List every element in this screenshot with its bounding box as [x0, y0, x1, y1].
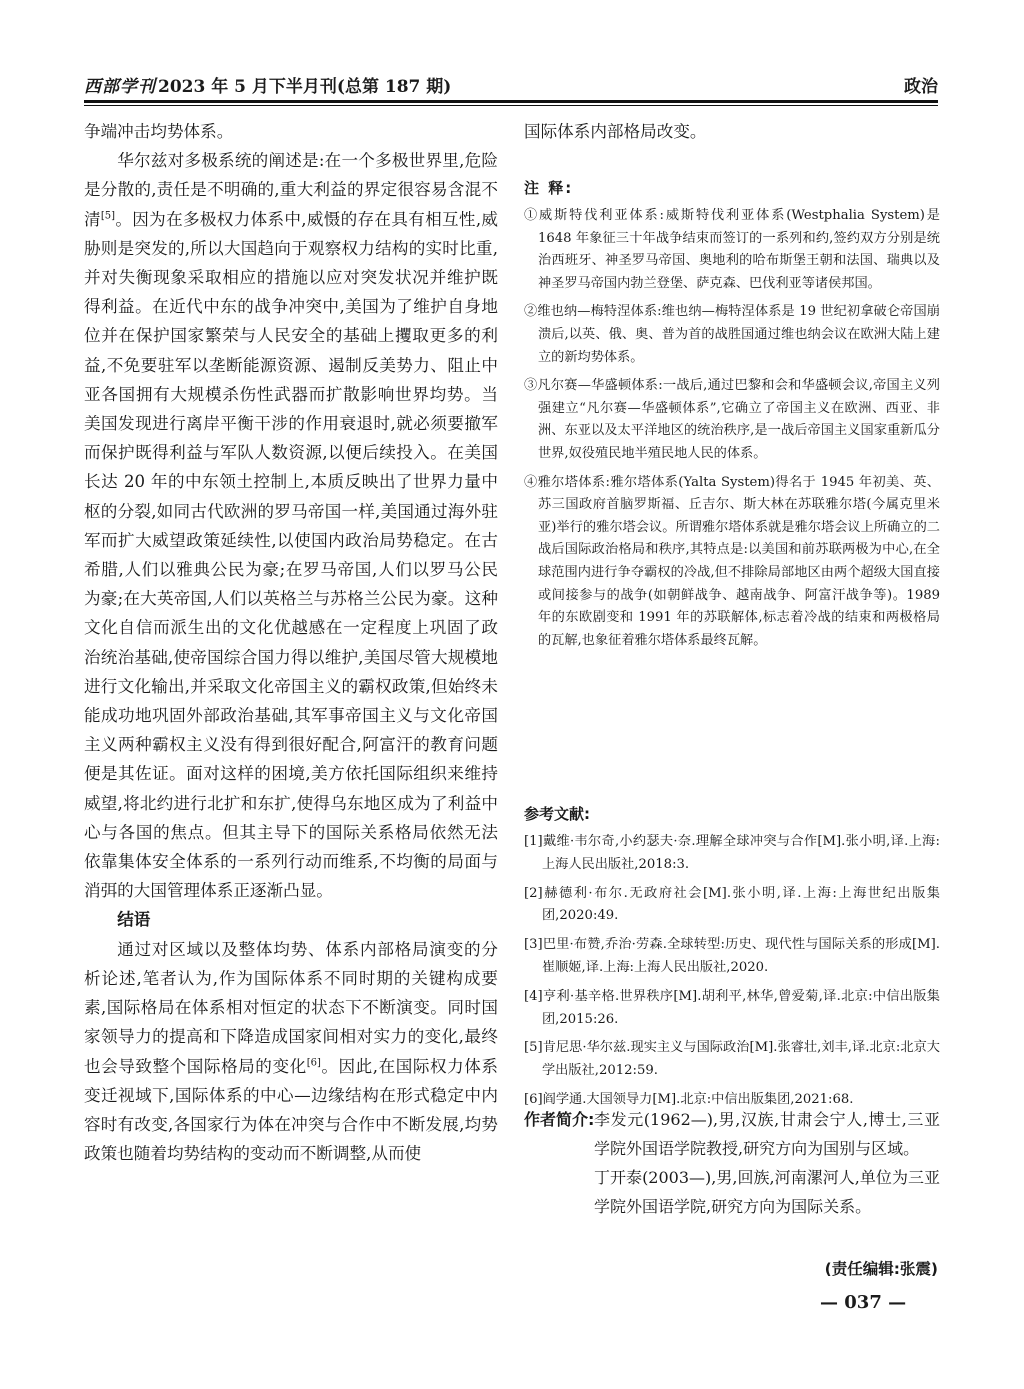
header-rule-thin: [84, 105, 938, 106]
references-title: 参考文献:: [524, 805, 590, 823]
reference-item: [6]阎学通.大国领导力[M].北京:中信出版集团,2021:68.: [524, 1091, 854, 1107]
running-header: [84, 66, 938, 98]
right-column: [524, 117, 940, 1278]
reference-item: [5]肯尼思·华尔兹.现实主义与国际政治[M].张睿壮,刘丰,译.北京:北京大学出版社,2012:59.: [524, 1040, 940, 1079]
author-text: [594, 1105, 940, 1221]
paragraph-2: 华尔兹对多极系统的阐述是:在一个多极世界里,危险是分散的,责任是不明确的,重大利益的界定很容易含混不清[5]。因为在多极权力体系中,威慑的存在具有相互性,威胁则是突发的,所以大国趋向于观察权力结构的实时比重,并对失衡现象采取相应的措施以应对突发状况并维护既得利益。在近代中东的战争冲突中,美国为了维护自身地位并在保护国家繁荣与人民安全的基础上攫取更多的利益,不免要驻军以垄断能源资源、遏制反美势力、阻止中亚各国拥有大规模杀伤性武器而扩散影响世界均势。当美国发现进行离岸平衡干涉的作用衰退时,就必须要撤军而保护既得利益与军队人数资源,以便后续投入。在美国长达 20 年的中东领土控制上,本质反映出了世界力量中枢的分裂,如同古代欧洲的罗马帝国一样,美国通过海外驻军而扩大威望政策延续性,以使国内政治局势稳定。在古希腊,人们以雅典公民为豪;在罗马帝国,人们以罗马公民为豪;在大英帝国,人们以英格兰与苏格兰公民为豪。这种文化自信而派生出的文化优越感在一定程度上巩固了政治统治基础,使帝国综合国力得以维护,美国尽管大规模地进行文化输出,并采取文化帝国主义的霸权政策,但始终未能成功地巩固外部政治基础,其军事帝国主义与文化帝国主义两种霸权主义没有得到很好配合,阿富汗的教育问题便是其佐证。面对这样的困境,美方依托国际组织来维持威望,将北约进行北扩和东扩,使得乌东地区成为了利益中心与各国的焦点。但其主导下的国际关系格局依然无法依靠集体安全体系的一系列行动而维系,不均衡的局面与消弭的大国管理体系正逐渐凸显。: [84, 151, 498, 901]
page-number: — 037 —: [820, 1292, 907, 1313]
reference-item: [2]赫德利·布尔.无政府社会[M].张小明,译.上海:上海世纪出版集团,2020:49.: [524, 885, 940, 924]
author-2: 丁开泰(2003—),男,回族,河南漯河人,单位为三亚学院外国语学院,研究方向为国际关系。: [594, 1168, 940, 1216]
references-list: [524, 831, 940, 1118]
issue-info: 2023 年 5 月下半月刊(总第 187 期): [158, 77, 452, 97]
conclusion-heading: 结语: [117, 909, 151, 930]
header-rule-thick: [84, 100, 938, 103]
author-bio: [524, 1105, 940, 1221]
reference-item: [4]亨利·基辛格.世界秩序[M].胡利平,林华,曾爱菊,译.北京:中信出版集团,2015:26.: [524, 988, 940, 1027]
citation-6: [6]: [306, 1056, 321, 1068]
author-label: 作者简介:: [524, 1110, 595, 1129]
notes-list: [524, 205, 940, 658]
notes-title: 注 释:: [524, 179, 574, 197]
paragraph-1: 争端冲击均势体系。: [84, 122, 234, 141]
note-item: ①威斯特伐利亚体系:威斯特伐利亚体系(Westphalia System)是 1648 年象征三十年战争结束而签订的一系列和约,签约双方分别是统治西班牙、神圣罗马帝国、奥地利的哈布斯堡王朝和法国、瑞典以及神圣罗马帝国内勃兰登堡、萨克森、巴伐利亚等诸侯邦国。: [524, 208, 940, 291]
paragraph-3: 通过对区域以及整体均势、体系内部格局演变的分析论述,笔者认为,作为国际体系不同时期的关键构成要素,国际格局在体系相对恒定的状态下不断演变。同时国家领导力的提高和下降造成国家间相对实力的变化,最终也会导致整个国际格局的变化[6]。因此,在国际权力体系变迁视域下,国际体系的中心—边缘结构在形式稳定中内容时有改变,各国家行为体在冲突与合作中不断发展,均势政策也随着均势结构的变动而不断调整,从而使: [84, 939, 498, 1164]
reference-item: [1]戴维·韦尔奇,小约瑟夫·奈.理解全球冲突与合作[M].张小明,译.上海:上海人民出版社,2018:3.: [524, 834, 940, 872]
section-label: 政治: [904, 77, 938, 97]
left-column: [84, 117, 498, 1168]
reference-item: [3]巴里·布赞,乔治·劳森.全球转型:历史、现代性与国际关系的形成[M].崔顺姬,译.上海:上海人民出版社,2020.: [524, 937, 940, 975]
journal-issue-line: [84, 72, 451, 97]
responsible-editor: (责任编辑:张震): [824, 1260, 938, 1278]
note-item: ③凡尔赛—华盛顿体系:一战后,通过巴黎和会和华盛顿会议,帝国主义列强建立“凡尔赛—华盛顿体系”,它确立了帝国主义在欧洲、西亚、非洲、东亚以及太平洋地区的统治秩序,是一战后帝国主义国家重新瓜分世界,奴役殖民地半殖民地人民的体系。: [524, 378, 940, 461]
journal-logo: 西部学刊: [84, 77, 156, 97]
author-1: 李发元(1962—),男,汉族,甘肃会宁人,博士,三亚学院外国语学院教授,研究方向为国别与区域。: [594, 1110, 940, 1158]
continuation-line: 国际体系内部格局改变。: [524, 122, 707, 141]
note-item: ②维也纳—梅特涅体系:维也纳—梅特涅体系是 19 世纪初拿破仑帝国崩溃后,以英、俄、奥、普为首的战胜国通过维也纳会议在欧洲大陆上建立的新均势体系。: [524, 304, 940, 365]
citation-5: [5]: [100, 210, 116, 222]
note-item: ④雅尔塔体系:雅尔塔体系(Yalta System)得名于 1945 年初美、英、苏三国政府首脑罗斯福、丘吉尔、斯大林在苏联雅尔塔(今属克里米亚)举行的雅尔塔会议。所谓雅尔塔体系就是雅尔塔会议上所确立的二战后国际政治格局和秩序,其特点是:以美国和前苏联两极为中心,在全球范围内进行争夺霸权的冷战,但不排除局部地区由两个超级大国直接或间接参与的战争(如朝鲜战争、越南战争、阿富汗战争等)。1989 年的东欧剧变和 1991 年的苏联解体,标志着冷战的结束和两极格局的瓦解,也象征着雅尔塔体系最终瓦解。: [524, 474, 940, 648]
